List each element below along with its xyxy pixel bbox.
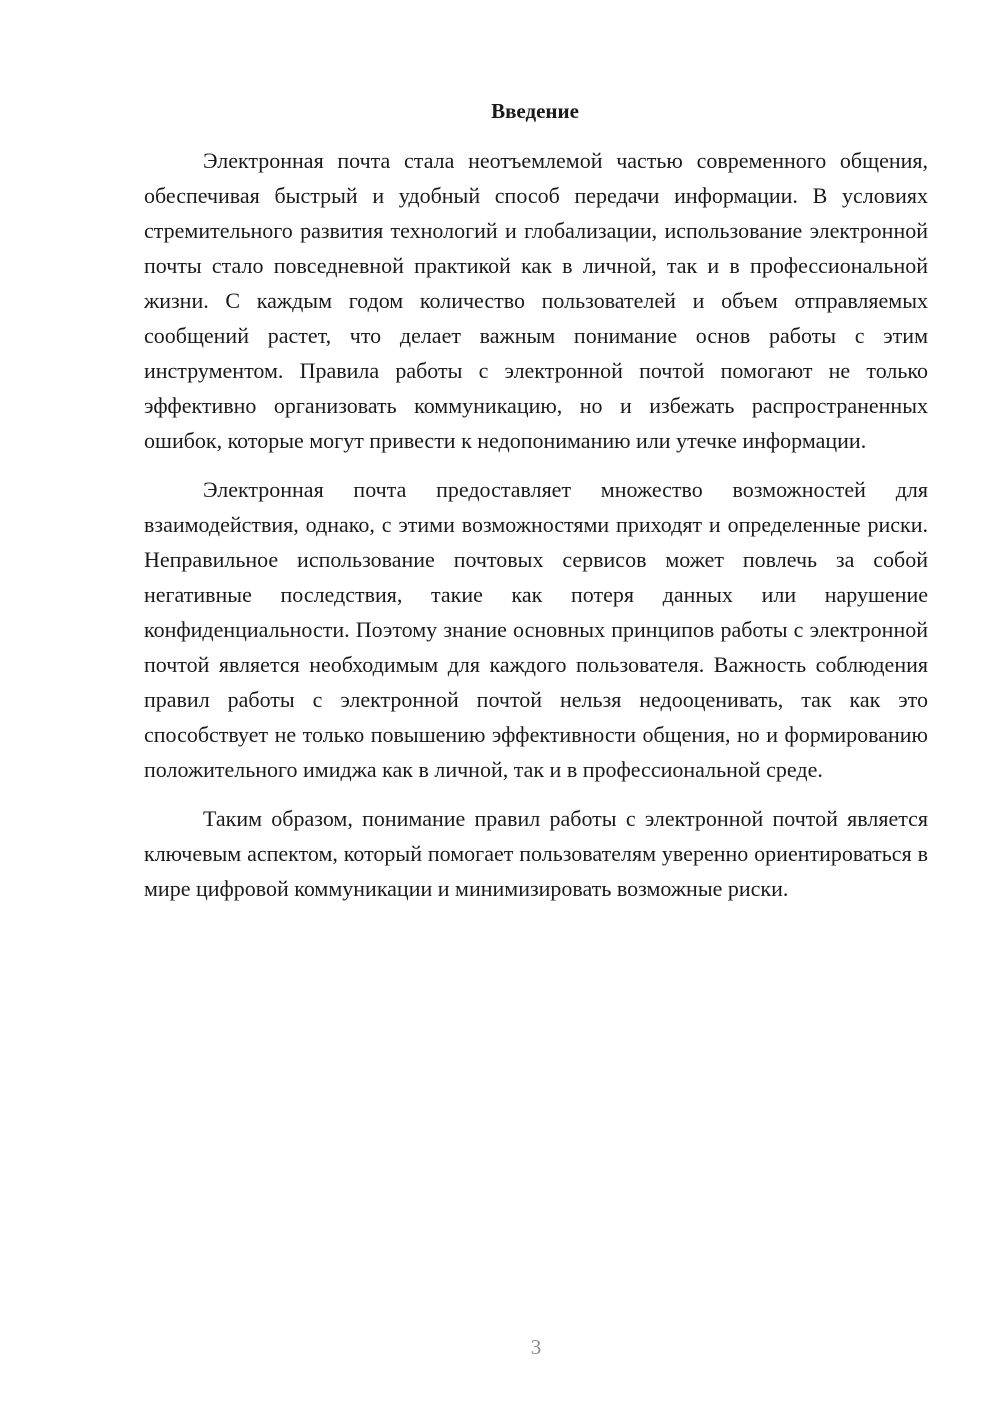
- page-number: 3: [530, 1335, 542, 1359]
- paragraph-1: Электронная почта стала неотъемлемой частью современного общения, обеспечивая быстрый и удобный способ передачи информации. В условиях стремительного развития технологий и глобализации, использование электронной почты стало повседневной практикой как в личной, так и в профессиональной жизни. С каждым годом количество пользователей и объем отправляемых сообщений растет, что делает важным понимание основ работы с этим инструментом. Правила работы с электронной почтой помогают не только эффективно организовать коммуникацию, но и избежать распространенных ошибок, которые могут привести к недопониманию или утечке информации.: [144, 148, 928, 453]
- body-text: [144, 143, 928, 920]
- page-title: Введение: [491, 99, 579, 123]
- paragraph-2: Электронная почта предоставляет множество возможностей для взаимодействия, однако, с этими возможностями приходят и определенные риски. Неправильное использование почтовых сервисов может повлечь за собой негативные последствия, такие как потеря данных или нарушение конфиденциальности. Поэтому знание основных принципов работы с электронной почтой является необходимым для каждого пользователя. Важность соблюдения правил работы с электронной почтой нельзя недооценивать, так как это способствует не только повышению эффективности общения, но и формированию положительного имиджа как в личной, так и в профессиональной среде.: [144, 477, 928, 782]
- paragraph-3: Таким образом, понимание правил работы с электронной почтой является ключевым аспектом, который помогает пользователям уверенно ориентироваться в мире цифровой коммуникации и минимизировать возможные риски.: [144, 806, 928, 901]
